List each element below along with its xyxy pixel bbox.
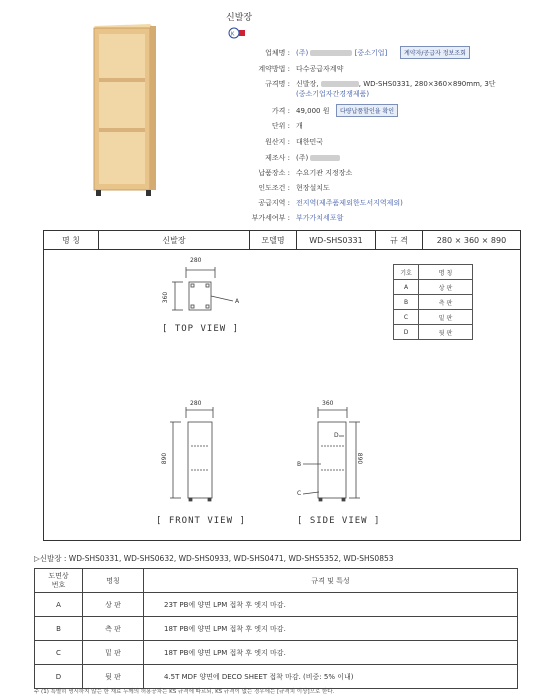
table-row: B 측 판 18T PB에 양면 LPM 접착 후 엣지 마감.: [35, 617, 518, 641]
unit: 개: [296, 122, 303, 130]
top-view-label: [ TOP VIEW ]: [162, 324, 240, 334]
side-view-mark-c: C: [297, 490, 302, 497]
parts-legend-table: 기호 명 칭 A 상 판 B 측 판 C 밑 판 D 뒷 판: [393, 264, 473, 340]
side-view-drawing: [303, 407, 360, 501]
table-row: D 뒷 판 4.5T MDF 양면에 DECO SHEET 접착 마감. (비중: 5% 이내): [35, 665, 518, 689]
top-view-mark-a: A: [235, 298, 240, 305]
spec-category: (중소기업자간경쟁제품): [296, 90, 370, 98]
top-view-depth-label: 360: [162, 291, 170, 304]
side-view-depth-label: 360: [322, 400, 334, 407]
model-value: WD-SHS0331: [297, 231, 376, 250]
side-view-mark-b: B: [297, 461, 302, 468]
front-view-drawing: [170, 407, 213, 501]
front-view-height-label: 890: [161, 452, 169, 465]
size-value: 280 × 360 × 890: [423, 231, 521, 250]
contract-method: 다수공급자계약: [296, 65, 344, 73]
delivery-place: 수요기관 지정장소: [296, 169, 353, 177]
spec-col-desc: 규격 및 특성: [144, 569, 518, 593]
supply-region: 전지역(제주품제외한도서지역제외): [296, 199, 403, 207]
footnote: 주 (1) 특별히 명시하지 않는 한 재료 두께의 허용공차는 KS 규격에 따르되, KS 규격이 없는 경우에는 [규격치 이상]으로 한다.: [34, 689, 335, 695]
vat-included: 부가가치세포함: [296, 214, 344, 222]
manufacturer: (주): [296, 154, 309, 162]
spec-table: [34, 568, 518, 689]
side-view-height-label: 890: [356, 452, 364, 465]
price: 49,000 원: [296, 107, 330, 115]
company-tag: [중소기업]: [354, 49, 388, 57]
delivery-terms: 현장설치도: [296, 184, 330, 192]
side-view-mark-d: D: [334, 432, 339, 439]
top-view-drawing: [172, 267, 233, 310]
company-name: (주): [296, 49, 309, 57]
certification-logo-icon: [228, 24, 246, 36]
model-list: ▷신발장 : WD-SHS0331, WD-SHS0632, WD-SHS0933, WD-SHS0471, WD-SHS5352, WD-SHS0853: [34, 554, 394, 563]
side-view-label: [ SIDE VIEW ]: [297, 516, 381, 526]
front-view-width-label: 280: [190, 400, 202, 407]
spec-details: , WD-SHS0331, 280×360×890mm, 3단: [358, 80, 496, 88]
product-image: [88, 22, 158, 200]
volume-discount-button[interactable]: 다량납품할인율 확인: [336, 104, 398, 117]
svg-text:K: K: [231, 31, 235, 38]
spec-col-number: 도면상 번호: [35, 569, 83, 593]
table-row: A 상 판 23T PB에 양면 LPM 접착 후 엣지 마감.: [35, 593, 518, 617]
spec-name-value: 신발장: [99, 231, 250, 250]
product-title: 신발장: [226, 13, 253, 23]
table-row: C 밑 판 18T PB에 양면 LPM 접착 후 엣지 마감.: [35, 641, 518, 665]
spec-header-table: 명 칭 신발장 모델명 WD-SHS0331 규 격 280 × 360 × 890: [44, 231, 520, 250]
spec-name: 신발장,: [296, 80, 319, 88]
spec-col-name: 명칭: [83, 569, 144, 593]
front-view-label: [ FRONT VIEW ]: [156, 516, 246, 526]
origin: 대한민국: [296, 138, 324, 146]
contractor-info-button[interactable]: 계약자/공급자 정보조회: [400, 46, 470, 59]
top-view-width-label: 280: [190, 257, 202, 264]
